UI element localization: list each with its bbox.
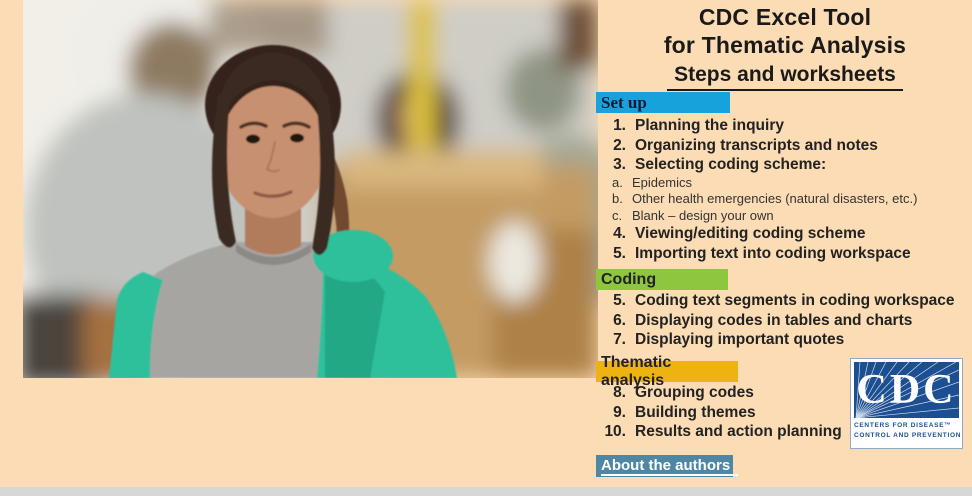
item-number: 4. bbox=[613, 225, 626, 242]
bottom-gray-strip bbox=[0, 487, 972, 496]
section-header-label: Thematic analysis bbox=[601, 353, 672, 389]
item-number: 10. bbox=[604, 423, 626, 440]
hero-photo-girl bbox=[23, 0, 598, 378]
about-the-authors-label: About the authors bbox=[601, 457, 738, 476]
setup-list bbox=[598, 116, 972, 263]
section-header-set-up bbox=[596, 92, 730, 113]
list-item-coding-segments bbox=[598, 291, 972, 311]
item-number: 7. bbox=[613, 331, 626, 348]
section-header-label: Coding bbox=[601, 270, 657, 288]
item-number: 3. bbox=[613, 156, 626, 173]
item-label: Displaying important quotes bbox=[635, 331, 845, 348]
list-item-importing-text bbox=[598, 244, 972, 264]
item-number: 1. bbox=[613, 117, 626, 134]
item-label: Building themes bbox=[635, 403, 756, 421]
item-label: Organizing transcripts and notes bbox=[635, 136, 878, 154]
list-item-viewing-editing bbox=[598, 224, 972, 244]
item-number: 9. bbox=[613, 403, 626, 421]
item-label: Planning the inquiry bbox=[635, 117, 784, 134]
item-number: 5. bbox=[613, 244, 626, 262]
cdc-logo-emblem bbox=[854, 362, 959, 418]
list-item-displaying-quotes bbox=[598, 330, 972, 350]
item-number: 5. bbox=[613, 292, 626, 309]
cdc-logo-wordmark-line1: CENTERS FOR DISEASE™ bbox=[854, 422, 952, 429]
subtitle-steps-and-worksheets: Steps and worksheets bbox=[667, 63, 903, 91]
list-subitem-other-emergencies bbox=[598, 191, 972, 208]
section-header-thematic-analysis bbox=[596, 353, 738, 389]
item-label: Coding text segments in coding workspace bbox=[635, 292, 955, 309]
cdc-logo-wordmark bbox=[854, 418, 962, 441]
list-item-planning bbox=[598, 116, 972, 136]
item-label: Viewing/editing coding scheme bbox=[635, 225, 866, 242]
item-label: Results and action planning bbox=[635, 423, 842, 440]
about-the-authors-link[interactable] bbox=[596, 455, 733, 477]
item-label: Selecting coding scheme: bbox=[635, 156, 827, 173]
item-label: Grouping codes bbox=[635, 384, 754, 401]
section-header-coding bbox=[596, 269, 728, 290]
page-title-line1: CDC Excel Tool bbox=[698, 4, 872, 30]
list-item-selecting-scheme bbox=[598, 155, 972, 175]
cdc-logo-wordmark-line2: CONTROL AND PREVENTION bbox=[854, 432, 962, 439]
list-subitem-epidemics bbox=[598, 175, 972, 192]
item-label: Blank – design your own bbox=[632, 207, 774, 223]
item-letter: a. bbox=[612, 174, 623, 190]
cdc-logo-letters: CDC bbox=[856, 367, 957, 413]
item-label: Other health emergencies (natural disasters, etc.) bbox=[632, 191, 918, 206]
item-number: 6. bbox=[613, 311, 626, 329]
section-header-label: Set up bbox=[601, 92, 647, 112]
subtitle-wrap bbox=[598, 63, 972, 91]
item-number: 8. bbox=[613, 384, 626, 401]
coding-list bbox=[598, 291, 972, 350]
list-subitem-blank bbox=[598, 208, 972, 225]
item-letter: c. bbox=[612, 207, 623, 223]
item-number: 2. bbox=[613, 136, 626, 154]
list-item-displaying-codes bbox=[598, 311, 972, 331]
list-item-organizing bbox=[598, 136, 972, 156]
item-label: Epidemics bbox=[632, 174, 692, 190]
cdc-logo bbox=[850, 358, 963, 449]
item-label: Importing text into coding workspace bbox=[635, 244, 911, 262]
page-title-line2: for Thematic Analysis bbox=[663, 32, 907, 58]
item-letter: b. bbox=[612, 191, 623, 206]
item-label: Displaying codes in tables and charts bbox=[635, 311, 913, 329]
